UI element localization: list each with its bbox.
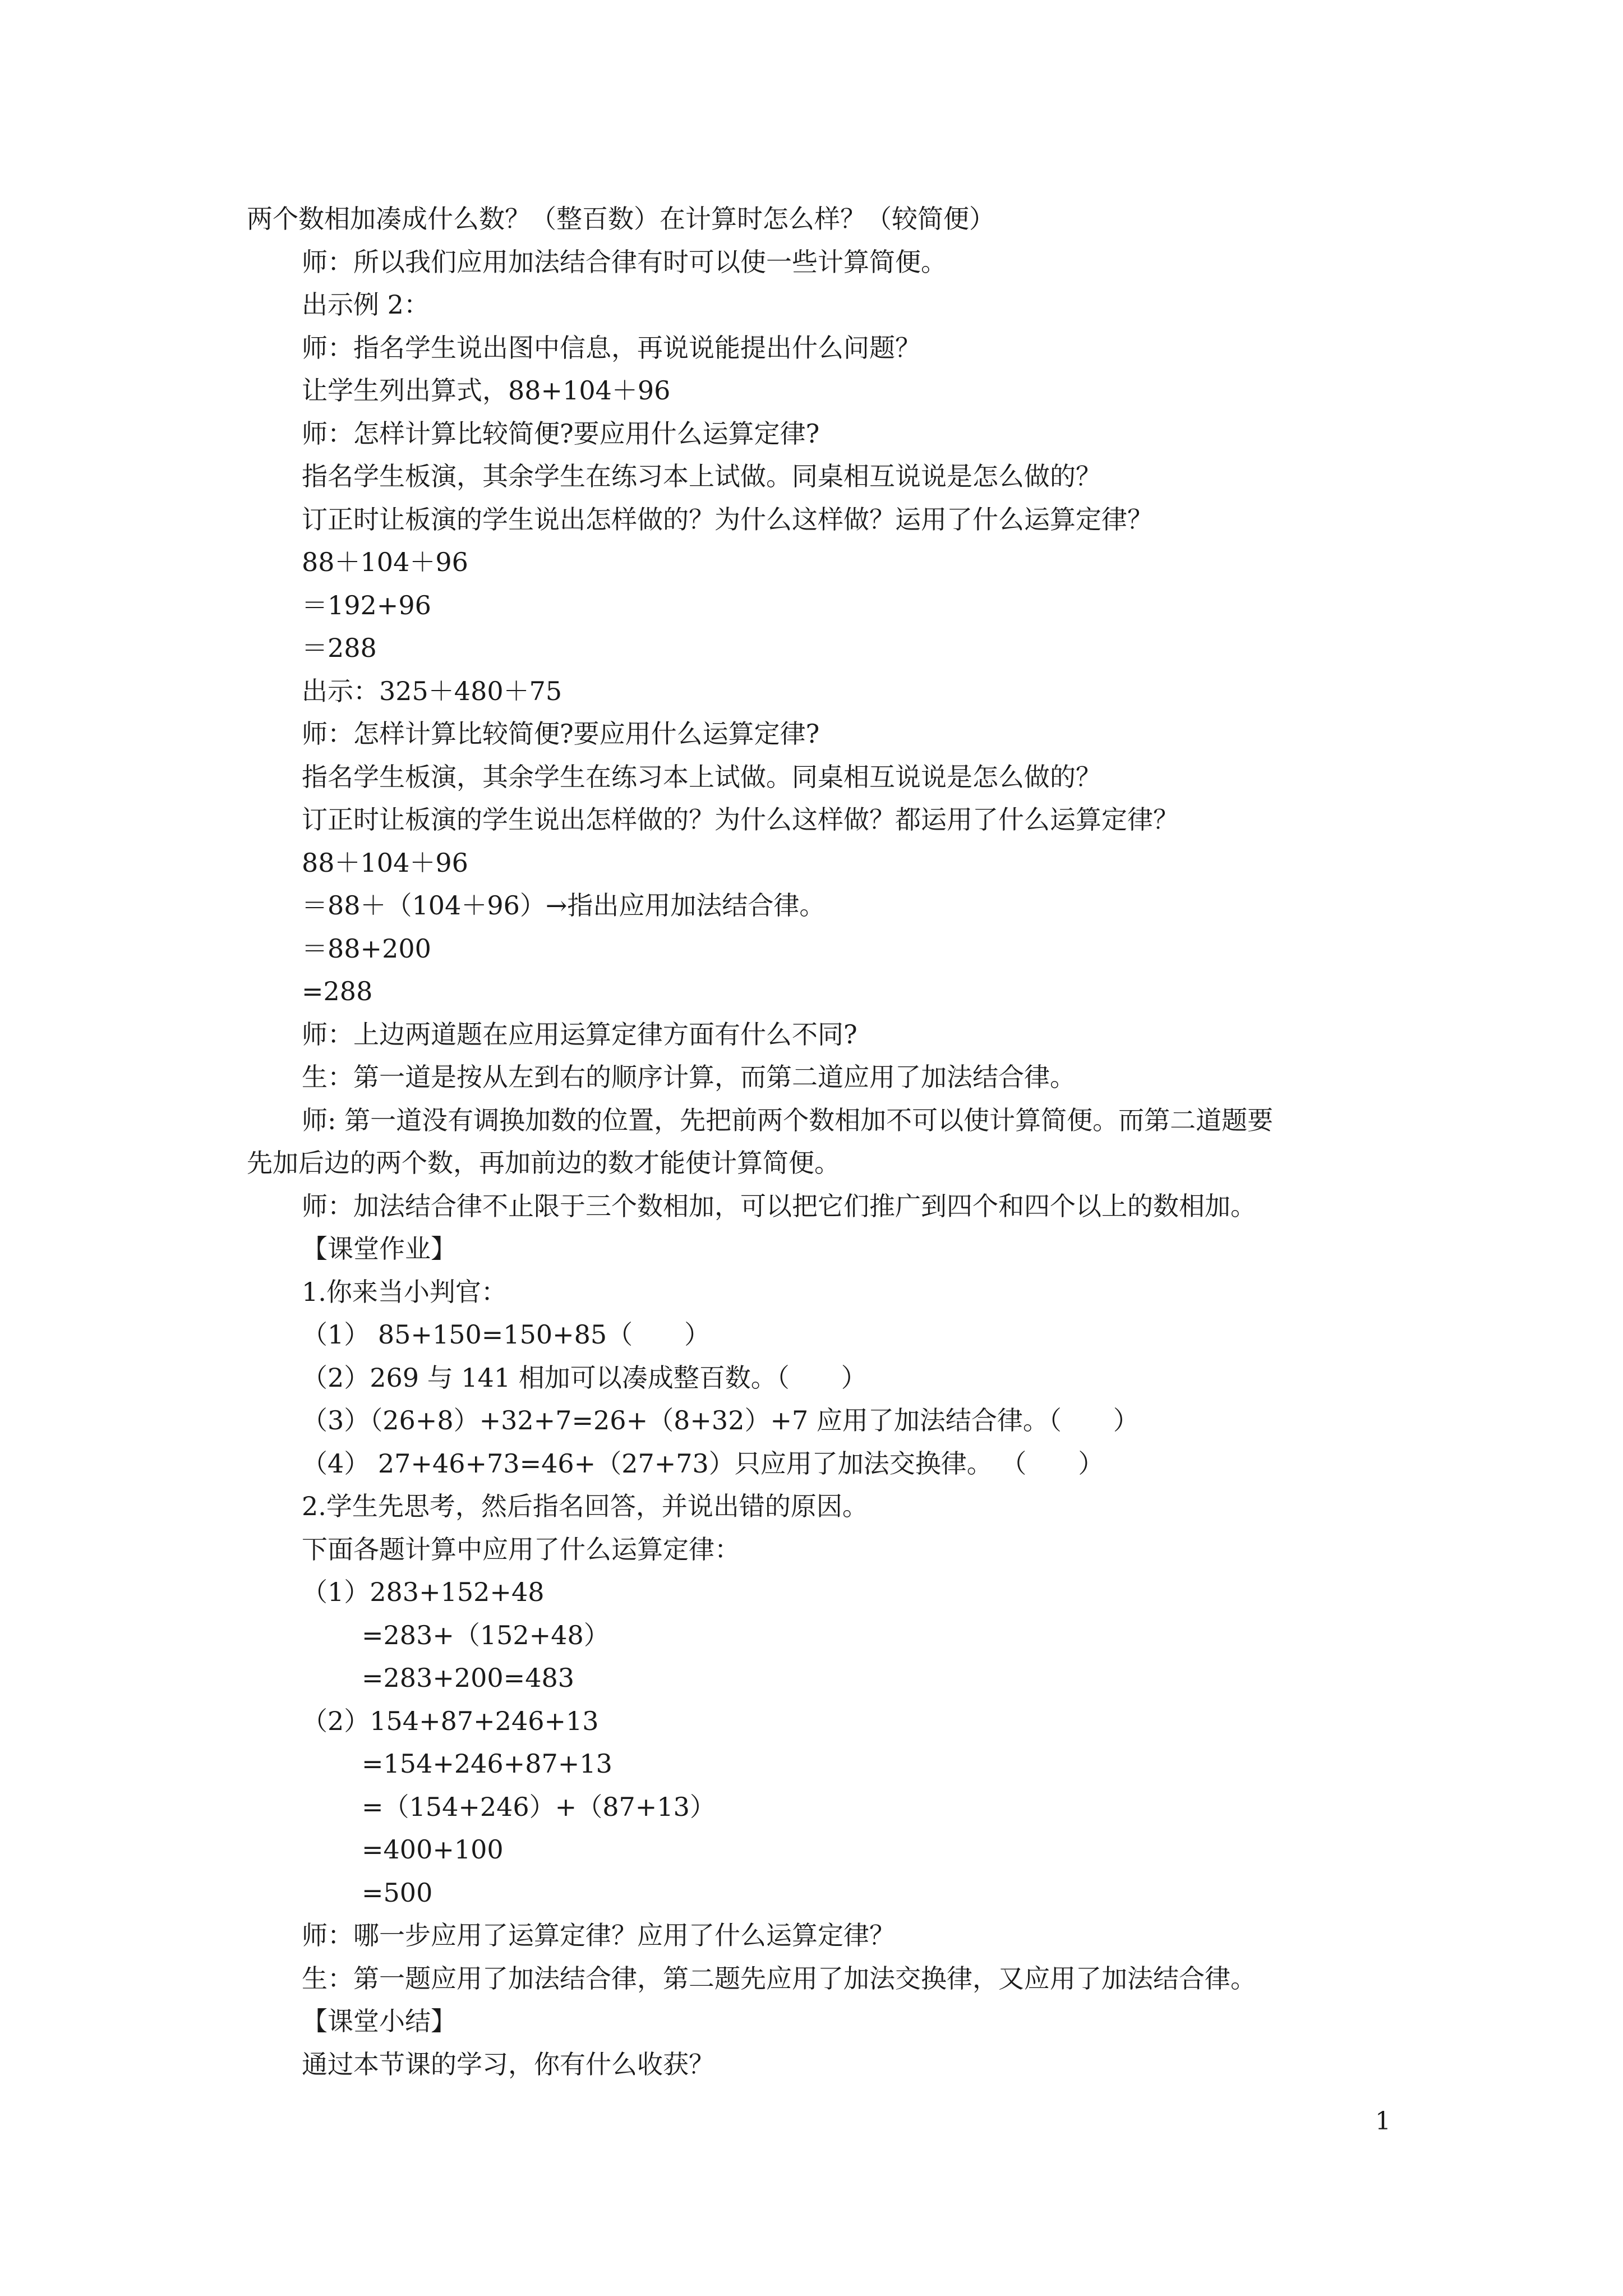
text-line: 师: 第一道没有调换加数的位置，先把前两个数相加不可以使计算简便。而第二道题要 (302, 1105, 1274, 1135)
section-heading: 【课堂小结】 (302, 2006, 457, 2036)
text-line: 出示例 2： (302, 289, 430, 320)
text-line: 师：上边两道题在应用运算定律方面有什么不同? (302, 1019, 857, 1050)
text-line: 订正时让板演的学生说出怎样做的？为什么这样做？运用了什么运算定律？ (302, 504, 1153, 535)
text-line: 1.你来当小判官： (302, 1276, 507, 1307)
text-line: =283+200=483 (362, 1663, 575, 1693)
text-line: （1）283+152+48 (302, 1577, 545, 1607)
text-line: 生：第一题应用了加法结合律，第二题先应用了加法交换律，又应用了加法结合律。 (302, 1963, 1256, 1994)
text-line: （1） 85+150=150+85（ ） (302, 1319, 711, 1350)
text-line: =400+100 (362, 1834, 504, 1865)
text-line: 生：第一道是按从左到右的顺序计算，而第二道应用了加法结合律。 (302, 1062, 1076, 1092)
text-line: 让学生列出算式，88+104＋96 (302, 375, 671, 406)
text-line: 下面各题计算中应用了什么运算定律： (302, 1534, 740, 1565)
text-line: 2.学生先思考，然后指名回答，并说出错的原因。 (302, 1491, 868, 1521)
text-line: 师：哪一步应用了运算定律？应用了什么运算定律？ (302, 1920, 895, 1950)
text-line: 出示：325＋480＋75 (302, 675, 562, 706)
text-line: ＝88+200 (302, 933, 431, 964)
text-line: 师：怎样计算比较简便?要应用什么运算定律? (302, 719, 820, 749)
text-line: 88＋104＋96 (302, 547, 468, 577)
text-line: 两个数相加凑成什么数？（整百数）在计算时怎么样？（较简便） (247, 204, 995, 234)
text-line: 师：指名学生说出图中信息，再说说能提出什么问题？ (302, 332, 921, 363)
text-line: （3）（26+8）+32+7=26+（8+32）+7 应用了加法结合律。（ ） (302, 1405, 1139, 1435)
document-body (247, 197, 1396, 2086)
text-line: 先加后边的两个数，再加前边的数才能使计算简便。 (247, 1148, 840, 1178)
section-heading: 【课堂作业】 (302, 1234, 457, 1264)
text-line: =288 (302, 976, 373, 1006)
text-line: ＝288 (302, 633, 377, 663)
text-line: 师：加法结合律不止限于三个数相加，可以把它们推广到四个和四个以上的数相加。 (302, 1190, 1256, 1221)
text-line: 通过本节课的学习，你有什么收获？ (302, 2049, 714, 2079)
text-line: 订正时让板演的学生说出怎样做的？为什么这样做？都运用了什么运算定律？ (302, 804, 1179, 835)
text-line: =（154+246）+（87+13） (362, 1791, 716, 1822)
text-line: （4） 27+46+73=46+（27+73）只应用了加法交换律。 （ ） (302, 1448, 1104, 1479)
text-line: （2）269 与 141 相加可以凑成整百数。（ ） (302, 1362, 867, 1393)
text-line: ＝88＋（104＋96）→指出应用加法结合律。 (302, 890, 826, 921)
text-line: 师：所以我们应用加法结合律有时可以使一些计算简便。 (302, 246, 947, 277)
text-line: 师：怎样计算比较简便?要应用什么运算定律? (302, 418, 820, 449)
text-line: 指名学生板演，其余学生在练习本上试做。同桌相互说说是怎么做的？ (302, 761, 1101, 792)
text-line: （2）154+87+246+13 (302, 1705, 599, 1736)
text-line: =500 (362, 1877, 433, 1908)
page-number: 1 (1375, 2107, 1391, 2136)
text-line: ＝192+96 (302, 590, 431, 620)
text-line: =154+246+87+13 (362, 1749, 612, 1779)
text-line: 88＋104＋96 (302, 847, 468, 878)
text-line: 指名学生板演，其余学生在练习本上试做。同桌相互说说是怎么做的？ (302, 461, 1101, 491)
text-line: =283+（152+48） (362, 1619, 610, 1650)
